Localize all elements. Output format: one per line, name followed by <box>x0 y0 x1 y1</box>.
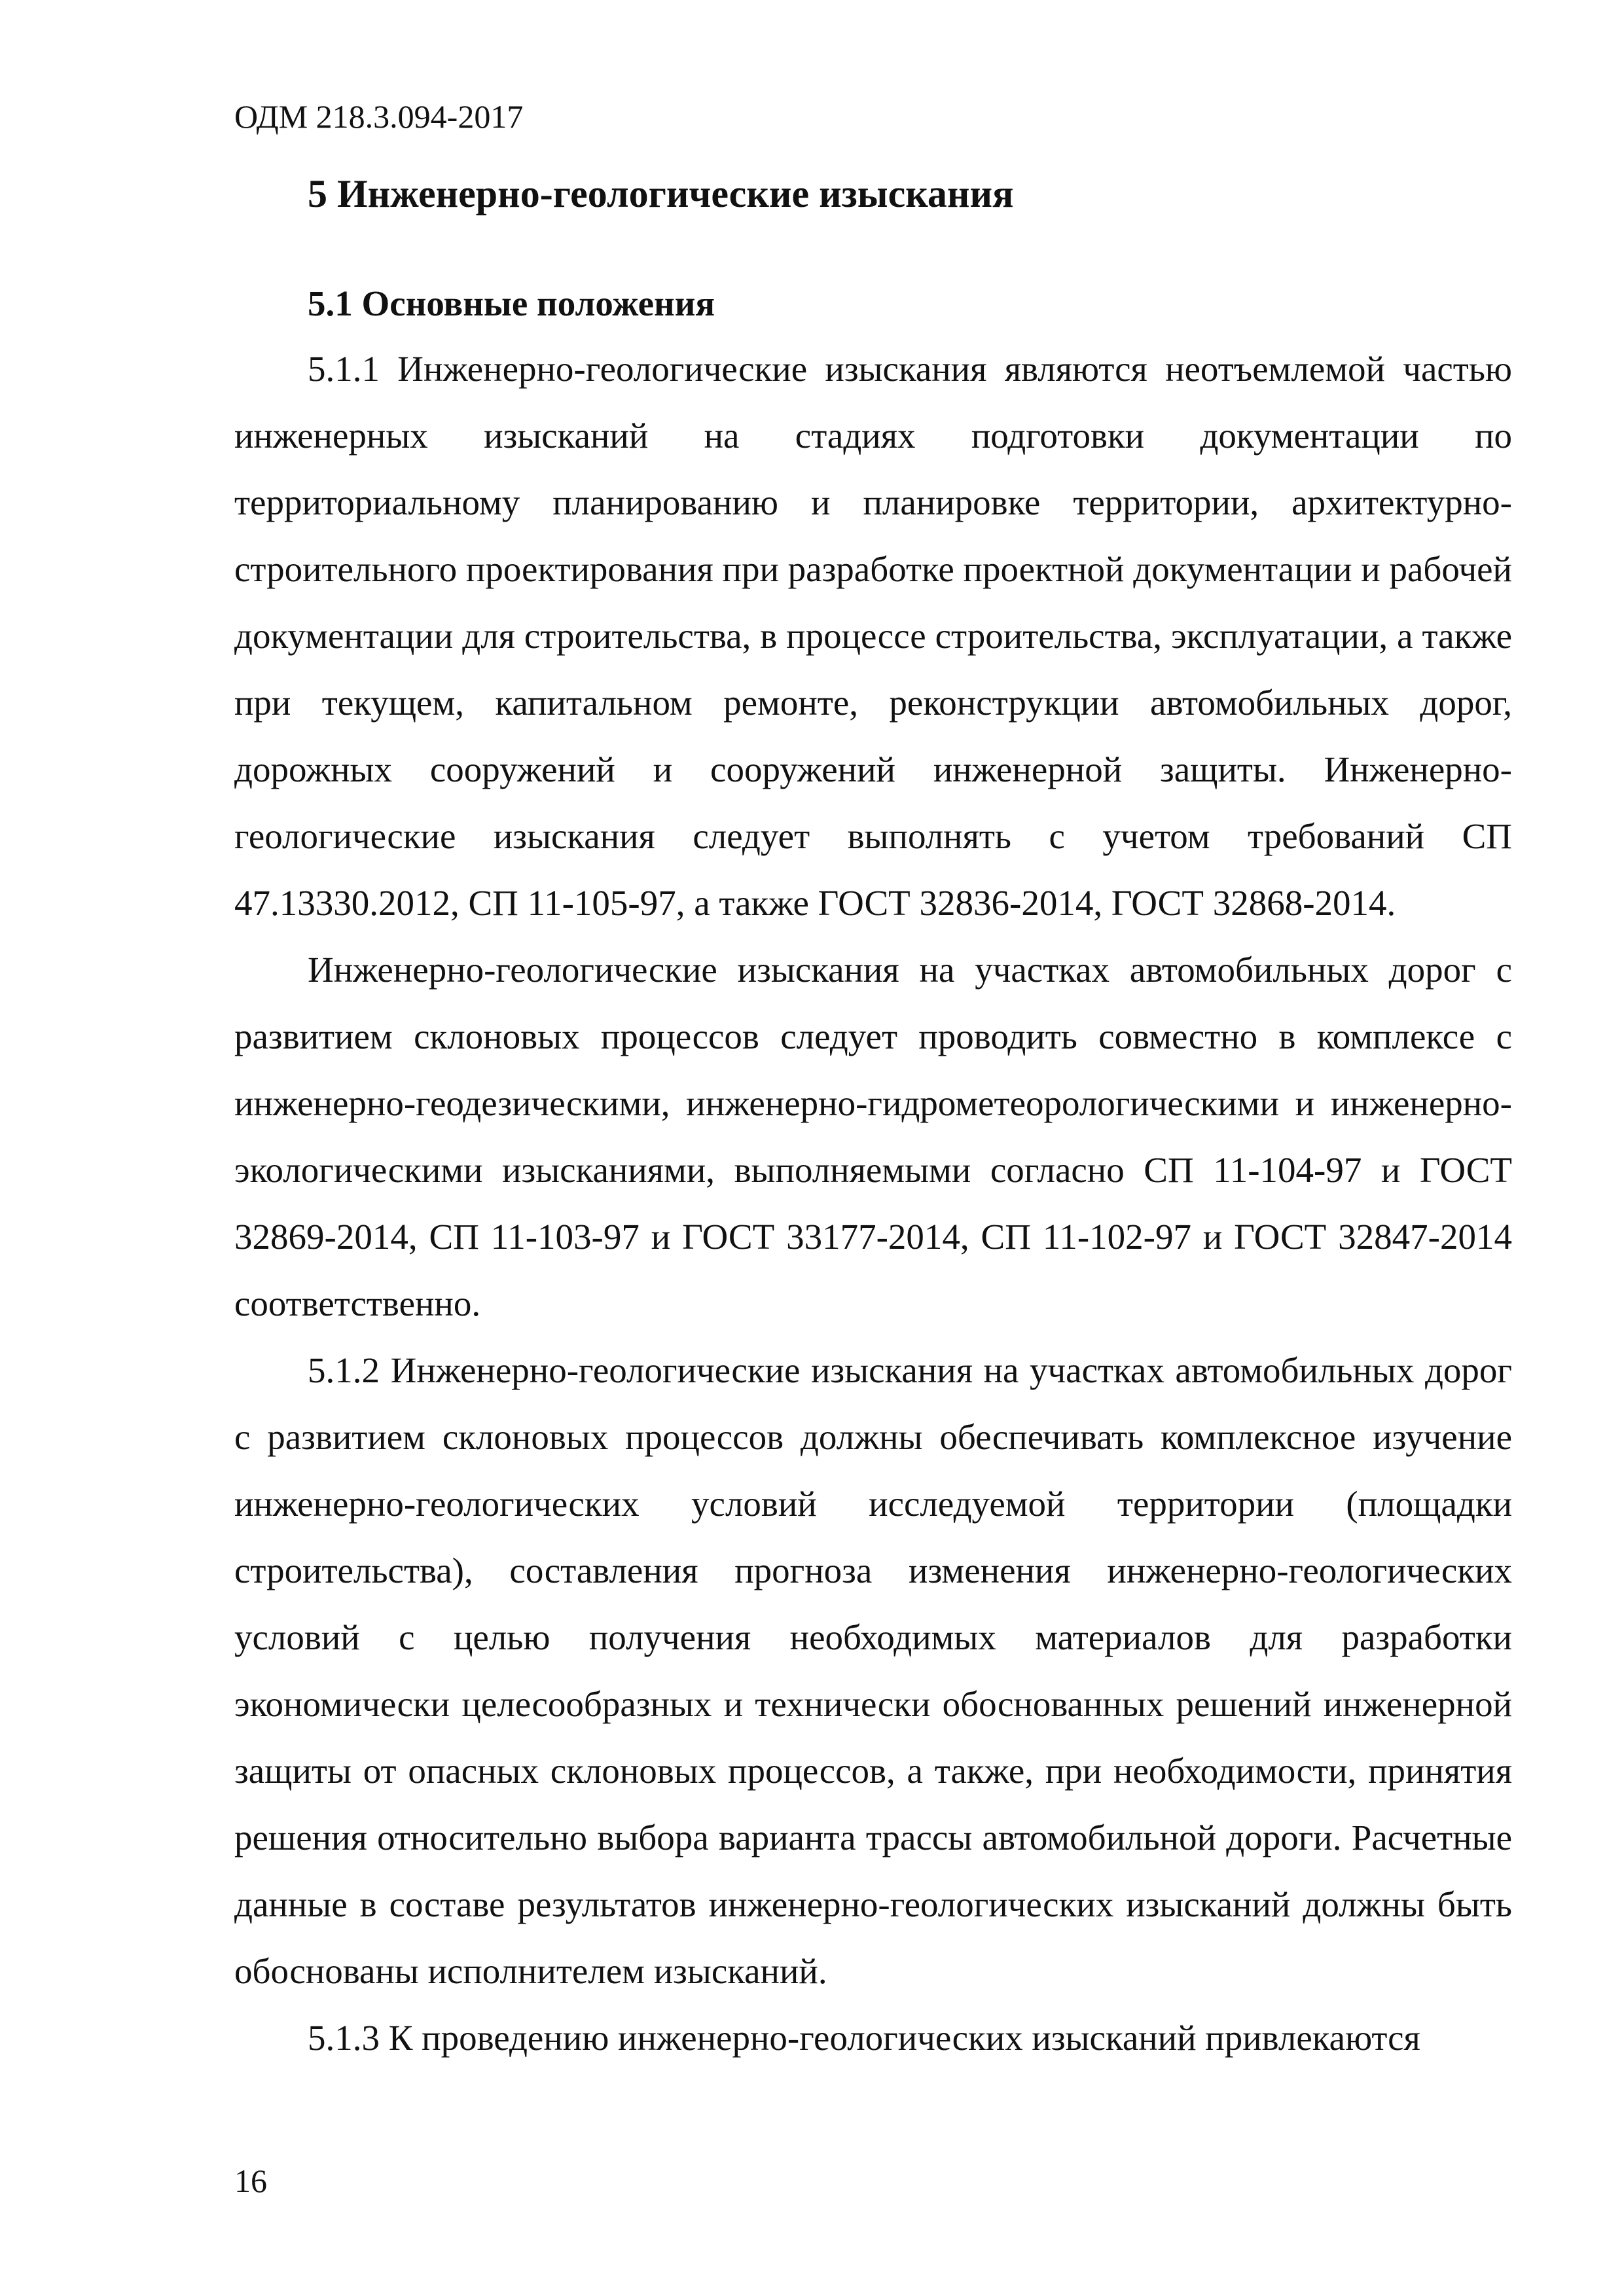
section-title: 5 Инженерно-геологические изыскания <box>308 172 1014 215</box>
paragraph-5-1-1: 5.1.1 Инженерно-геологические изыскания являются неотъемлемой частью инженерных изысканий на стадиях подготовки документации по территориальному планированию и планировке территории, архитектурно-строительного проектирования при разработке проектной документации и рабочей документации для строительства, в процессе строительства, эксплуатации, а также при текущем, капитальном ремонте, реконструкции автомобильных дорог, дорожных сооружений и сооружений инженерной защиты. Инженерно-геологические изыскания следует выполнять с учетом требований СП 47.13330.2012, СП 11-105-97, а также ГОСТ 32836-2014, ГОСТ 32868-2014. <box>234 349 1512 923</box>
paragraph-5-1-2: 5.1.2 Инженерно-геологические изыскания на участках автомобильных дорог с развитием склоновых процессов должны обеспечивать комплексное изучение инженерно-геологических условий исследуемой территории (площадки строительства), составления прогноза изменения инженерно-геологических условий с целью получения необходимых материалов для разработки экономически целесообразных и технически обоснованных решений инженерной защиты от опасных склоновых процессов, а также, при необходимости, принятия решения относительно выбора варианта трассы автомобильной дороги. Расчетные данные в составе результатов инженерно-геологических изысканий должны быть обоснованы исполнителем изысканий. <box>234 1350 1512 1991</box>
subsection-title: 5.1 Основные положения <box>308 283 715 323</box>
paragraph-slope-surveys: Инженерно-геологические изыскания на участках автомобильных дорог с развитием склоновых процессов следует проводить совместно в комплексе с инженерно-геодезическими, инженерно-гидрометеорологическими и инженерно-экологическими изысканиями, выполняемыми согласно СП 11-104-97 и ГОСТ 32869-2014, СП 11-103-97 и ГОСТ 33177-2014, СП 11-102-97 и ГОСТ 32847-2014 соответственно. <box>234 950 1512 1323</box>
page-content <box>234 168 1512 2072</box>
document-code: ОДМ 218.3.094-2017 <box>234 98 524 135</box>
paragraph-5-1-3: 5.1.3 К проведению инженерно-геологических изысканий привлекаются <box>308 2018 1420 2058</box>
page-number: 16 <box>234 2162 267 2199</box>
